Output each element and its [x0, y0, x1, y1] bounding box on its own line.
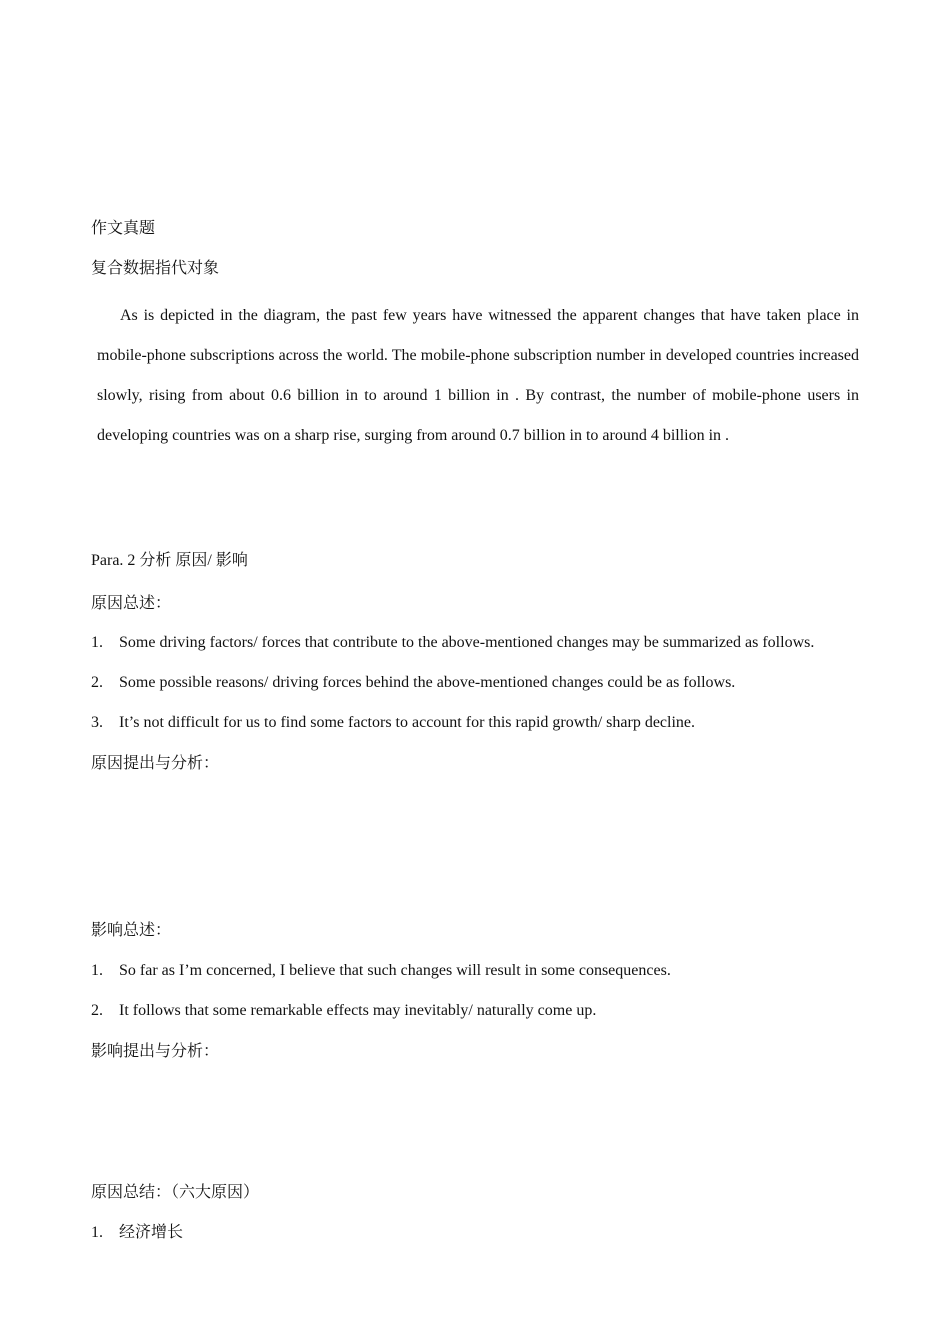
document-title: 作文真题	[91, 220, 156, 237]
list-text: Some possible reasons/ driving forces behind the above-mentioned changes could be as follows.	[119, 674, 736, 691]
list-item	[91, 1000, 596, 1022]
list-number: 2.	[91, 674, 103, 691]
list-text: Some driving factors/ forces that contribute to the above-mentioned changes may be summarized as follows.	[119, 634, 815, 651]
list-item	[91, 1222, 183, 1244]
effect-summary-label: 影响总述：	[91, 922, 172, 939]
para2-heading: Para. 2 分析 原因/ 影响	[91, 552, 248, 569]
sample-paragraph: As is depicted in the diagram, the past few years have witnessed the apparent changes that have taken place in mobile-phone subscriptions across the world. The mobile-phone subscription number in developed countries increased slowly, rising from about 0.6 billion in to around 1 billion in . By contrast, the number of mobile-phone users in developing countries was on a sharp rise, surging from around 0.7 billion in to around 4 billion in .	[97, 307, 859, 444]
list-item	[91, 632, 814, 654]
list-text: It’s not difficult for us to find some factors to account for this rapid growth/ sharp decline.	[119, 714, 696, 731]
list-number: 1.	[91, 962, 103, 979]
cause-summary-label: 原因总述：	[91, 595, 172, 612]
cause-analysis-label: 原因提出与分析：	[91, 755, 220, 772]
list-number: 1.	[91, 1224, 103, 1241]
document-subtitle: 复合数据指代对象	[91, 260, 220, 277]
list-text: So far as I’m concerned, I believe that such changes will result in some consequences.	[119, 962, 671, 979]
list-number: 2.	[91, 1002, 103, 1019]
list-item	[91, 712, 695, 734]
list-number: 1.	[91, 634, 103, 651]
list-text: 经济增长	[119, 1224, 184, 1241]
list-item	[91, 672, 735, 694]
effect-analysis-label: 影响提出与分析：	[91, 1043, 220, 1060]
list-number: 3.	[91, 714, 103, 731]
list-text: It follows that some remarkable effects may inevitably/ naturally come up.	[119, 1002, 597, 1019]
list-item	[91, 960, 671, 982]
cause-conclusion-label: 原因总结：（六大原因）	[91, 1184, 260, 1201]
